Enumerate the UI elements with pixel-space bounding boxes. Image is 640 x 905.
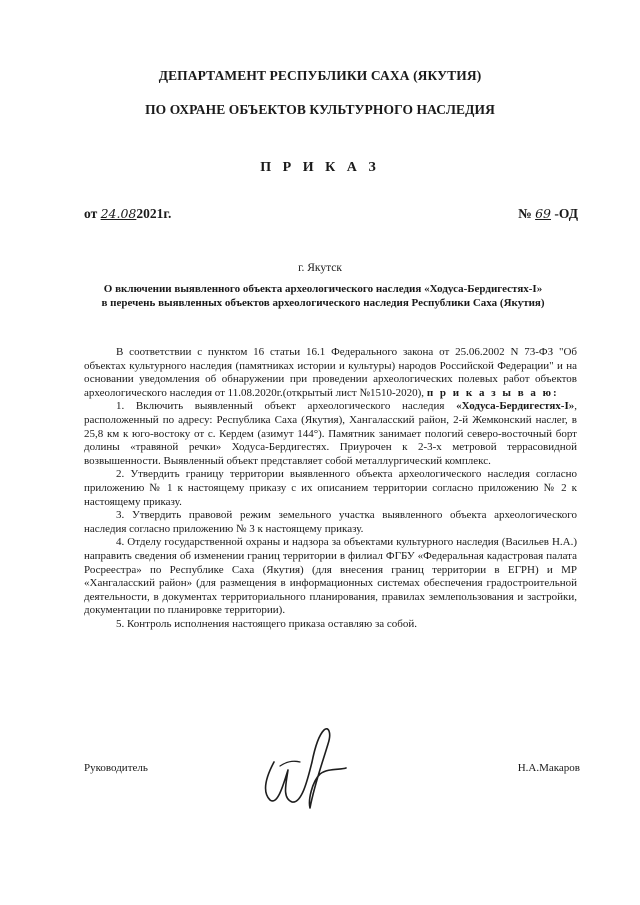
date-year: 2021г. (136, 206, 172, 221)
department-subtitle: ПО ОХРАНЕ ОБЪЕКТОВ КУЛЬТУРНОГО НАСЛЕДИЯ (145, 102, 495, 117)
order-date (84, 206, 171, 222)
order-body (84, 346, 577, 631)
date-prefix: от (84, 206, 98, 221)
order-subject: О включении выявленного объекта археологического наследия «Ходуса-Бердигестях-I» в перечень выявленных объектов археологического наследия Республики Саха (Якутия) (101, 283, 545, 310)
preamble-paragraph (84, 346, 577, 400)
item-4: 4. Отделу государственной охраны и надзора за объектами культурного наследия (Васильев Н.А.) направить сведения об изменении границ территории в филиал ФГБУ «Федеральная кадастровая палата Росреестра» по Республике Саха (Якутия) (для внесения границ территории в ЕГРН) и МР «Хангаласский район» (для размещения в информационных системах обеспечения градостроительной деятельности, в документах территориального планирования, правилах землепользования и застройки, документации по планировке территории). (84, 536, 577, 617)
preamble-text: В соответствии с пунктом 16 статьи 16.1 Федерального закона от 25.06.2002 N 73-ФЗ "Об объектах культурного наследия (памятниках истории и культуры) народов Российской Федерации" и на основании уведомления об обнаружении при проведении археологических полевых работ объектов археологического наследия от 11.08.2020г.(открытый лист №1510-2020), (84, 346, 577, 399)
department-name: ДЕПАРТАМЕНТ РЕСПУБЛИКИ САХА (ЯКУТИЯ) (158, 68, 482, 83)
item-2: 2. Утвердить границу территории выявленного объекта археологического наследия согласно приложению № 1 к настоящему приказу с их описанием территории согласно приложению № 2 к настоящему приказу. (84, 468, 577, 508)
item-1-start: 1. Включить выявленный объект археологического наследия (116, 400, 445, 413)
item-1-rest: , расположенный по адресу: Республика Саха (Якутия), Хангаласский район, 2-й Жемконский наслег, в 25,8 км к юго-востоку от с. Кердем (азимут 144°). Памятник занимает пологий северо-восточный борт долины «травяной речки» Ходуса-Бердигестях. Приурочен к 2-3-х метровой террасовидной возвышенности. Выявленный объект представляет собой металлургический комплекс. (84, 400, 578, 467)
handwritten-date: 24.08 (100, 206, 137, 221)
order-title: П Р И К А З (260, 160, 380, 175)
object-name: «Ходуса-Бердигестях-I» (456, 400, 575, 413)
signatory-position: Руководитель (84, 762, 148, 774)
number-suffix: -ОД (554, 206, 578, 221)
order-word: п р и к а з ы в а ю: (426, 386, 559, 399)
signatory-name: Н.А.Макаров (517, 762, 580, 774)
item-5: 5. Контроль исполнения настоящего приказа оставляю за собой. (116, 617, 418, 630)
handwritten-signature (252, 722, 362, 812)
handwritten-number: 69 (535, 206, 551, 221)
number-prefix: № (518, 206, 532, 221)
city: г. Якутск (298, 262, 342, 274)
order-number (518, 206, 578, 222)
item-3: 3. Утвердить правовой режим земельного участка выявленного объекта археологического наследия согласно приложению № 3 к настоящему приказу. (84, 509, 577, 535)
item-1 (84, 400, 577, 468)
